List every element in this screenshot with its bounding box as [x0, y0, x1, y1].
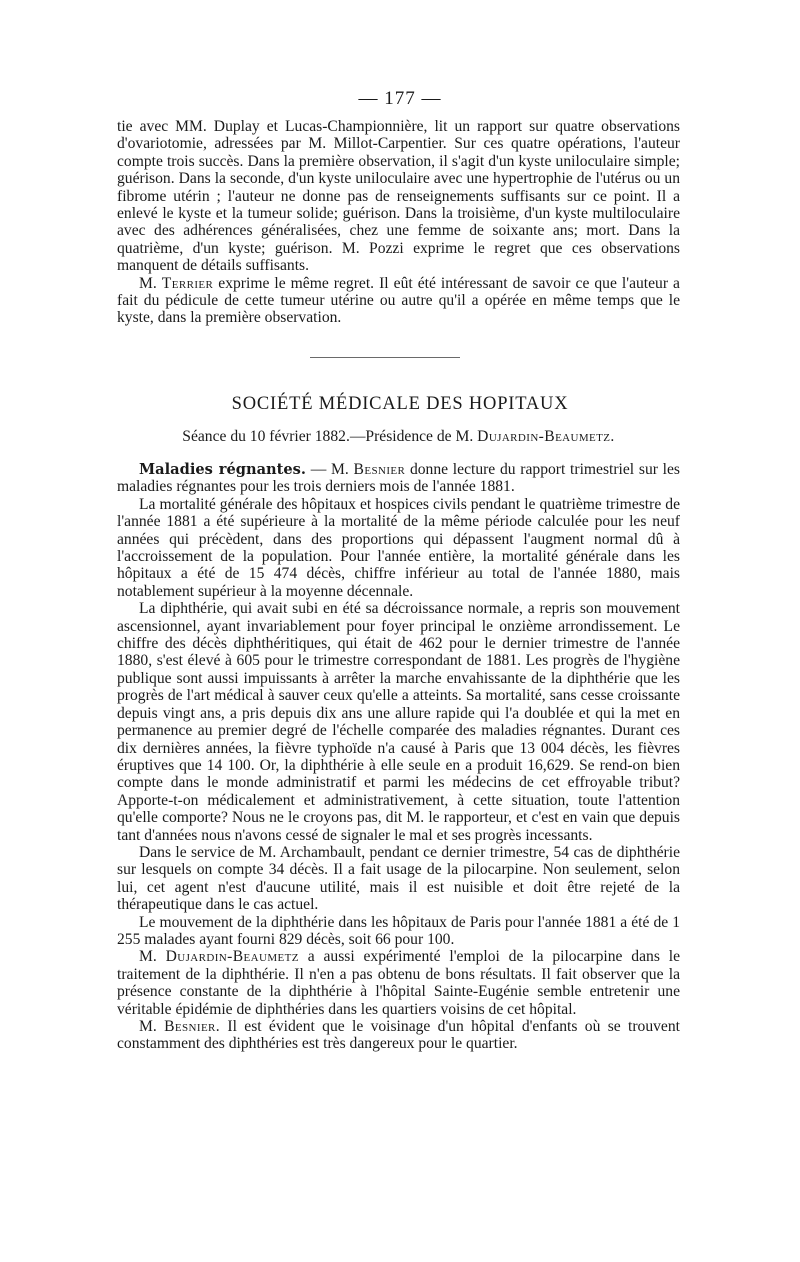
paragraph-text: a aussi expérimenté l'emploi de la pilocarpine dans le traitement de la diphthérie. Il n'en a pas obtenu de bons résultats. Il fait observer que la présence constante de la diphthérie à l'hôpital Sainte-Eugénie semble entretenir une véritable épidémie de diphthéries dans les quartiers voisins de cet hôpital.: [117, 948, 680, 1018]
mortality-paragraph: La mortalité générale des hôpitaux et hospices civils pendant le quatrième trimestre de l'année 1881 a été supérieure à la mortalité de la même période calculée pour les neuf années qui précèdent, dans des proportions qui dépassent l'augment normal dû à l'accroissement de la population. Pour l'année entière, la mortalité générale dans les hôpitaux a été de 15 474 décès, chiffre inférieur au total de l'année 1880, mais notablement supérieur à la moyenne décennale.: [117, 495, 680, 600]
speaker-prefix: M.: [139, 1018, 165, 1035]
session-body: [117, 461, 680, 1053]
continued-report-section: [117, 118, 680, 327]
speaker-name: Dujardin-Beaumetz: [165, 948, 299, 966]
hospital-statistics-paragraph: Le mouvement de la diphthérie dans les hôpitaux de Paris pour l'année 1881 a été de 1 255 malades ayant fourni 829 décès, soit 66 pour 100.: [117, 913, 680, 948]
dujardin-paragraph: [117, 948, 680, 1018]
president-name: Dujardin-Beaumetz.: [477, 428, 615, 445]
paragraph-text: — M.: [305, 461, 354, 478]
session-line: [117, 428, 680, 446]
run-in-heading: Maladies régnantes.: [139, 461, 306, 478]
speaker-name: Besnier.: [164, 1018, 221, 1035]
section-divider: [310, 357, 460, 358]
paragraph-text: exprime le même regret. Il eût été intéressant de savoir ce que l'auteur a fait du pédicule de cette tumeur utérine ou autre qu'il a opérée en même temps que le kyste, dans la première observation.: [117, 274, 680, 327]
speaker-name: Besnier: [353, 461, 406, 478]
section-title: SOCIÉTÉ MÉDICALE DES HOPITAUX: [231, 394, 569, 414]
besnier-paragraph: [117, 1018, 680, 1053]
page-number: — 177 —: [358, 88, 442, 109]
paragraph-text: Il est évident que le voisinage d'un hôpital d'enfants où se trouvent constamment des diphthéries est très dangereux pour le quartier.: [117, 1018, 680, 1053]
maladies-paragraph: [117, 461, 680, 496]
archambault-paragraph: Dans le service de M. Archambault, pendant ce dernier trimestre, 54 cas de diphthérie sur lesquels on compte 34 décès. Il a fait usage de la pilocarpine. Non seulement, selon lui, cet agent n'est d'aucune utilité, mais il est nuisible et doit être rejeté de la thérapeutique dans le cas actuel.: [117, 843, 680, 914]
session-date-text: Séance du 10 février 1882.—Présidence de M.: [182, 428, 478, 445]
speaker-name: Terrier: [161, 274, 214, 292]
diphtheria-paragraph: La diphthérie, qui avait subi en été sa décroissance normale, a repris son mouvement ascensionnel, ayant invariablement pour foyer principal le onzième arrondissement. Le chiffre des décès diphthéritiques, qui était de 462 pour le dernier trimestre de l'année 1880, s'est élevé à 605 pour le trimestre correspondant de 1881. Les progrès de l'hygiène publique sont aussi impuissants à arrêter la marche envahissante de la diphthérie que les progrès de l'art médical à sauver ceux qu'elle a atteints. Sa mortalité, sans cesse croissante depuis vingt ans, a pris depuis dix ans une allure rapide qui l'a doublée et qui la met en permanence au premier degré de l'échelle comparée des maladies régnantes. Durant ces dix dernières années, la fièvre typhoïde n'a causé à Paris que 13 004 décès, les fièvres éruptives que 14 100. Or, la diphthérie à elle seule en a produit 16,629. Se rend-on bien compte dans le monde administratif et parmi les médecins de cet effroyable tribut? Apporte-t-on médicalement et administrativement, à cette situation, toute l'attention qu'elle comporte? Nous ne le croyons pas, dit M. le rapporteur, et c'est en vain que depuis tant d'années nous n'avons cessé de signaler le mal et ses progrès incessants.: [117, 600, 680, 844]
speaker-prefix: M.: [139, 274, 162, 292]
speaker-prefix: M.: [139, 948, 166, 966]
terrier-remark-paragraph: [117, 275, 680, 327]
ovariotomy-report-paragraph: tie avec MM. Duplay et Lucas-Championnière, lit un rapport sur quatre observations d'ovariotomie, adressées par M. Millot-Carpentier. Sur ces quatre opérations, l'auteur compte trois succès. Dans la première observation, il s'agit d'un kyste uniloculaire simple; guérison. Dans la seconde, d'un kyste uniloculaire avec une hypertrophie de l'utérus ou un fibrome utérin ; l'auteur ne donne pas de renseignements suffisants sur ce point. Il a enlevé le kyste et la tumeur solide; guérison. Dans la troisième, d'un kyste multiloculaire avec des adhérences généralisées, chez une femme de soixante ans; mort. Dans la quatrième, d'un kyste; guérison. M. Pozzi exprime le regret que ces observations manquent de détails suffisants.: [117, 118, 680, 275]
paragraph-text: donne lecture du rapport trimestriel sur les maladies régnantes pour les trois derniers mois de l'année 1881.: [117, 461, 680, 496]
